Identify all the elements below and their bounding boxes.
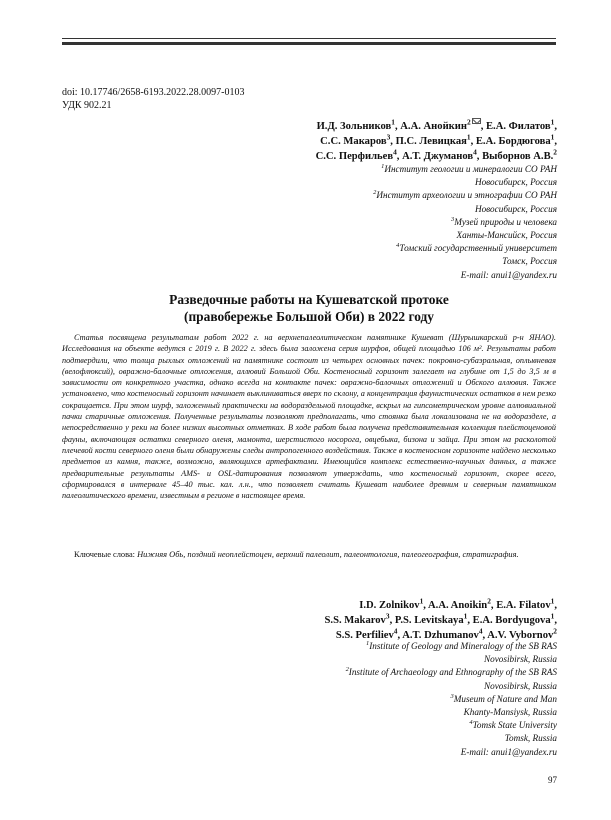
author-name: С.С. Макаров xyxy=(320,136,387,147)
affiliation-name: Институт геологии и минералогии СО РАН xyxy=(384,164,557,174)
author-affiliation-marker: 1 xyxy=(391,117,395,127)
affiliation-name: Tomsk State University xyxy=(472,720,557,731)
author-name: E.A. Bordyugova xyxy=(472,615,551,626)
doi-block xyxy=(62,86,245,112)
affiliation-city: Новосибирск, Россия xyxy=(474,177,557,188)
author-affiliation-marker: 4 xyxy=(473,147,477,157)
affiliation-name: Institute of Geology and Mineralogy of the SB RAS xyxy=(369,641,557,651)
affiliation-org xyxy=(373,242,557,255)
affiliation-org xyxy=(346,719,557,732)
en-authors-line-1: I.D. Zolnikov$^1$, A.A. Anoikin$^2$, E.A. Filatov$^1$, xyxy=(359,596,557,611)
keywords-text: Нижняя Обь, поздний неоплейстоцен, верхний палеолит, палеонтология, палеогеография, стратиграфия. xyxy=(137,550,519,559)
affiliation-marker: 1 xyxy=(365,639,370,647)
author-name: С.С. Перфильев xyxy=(315,151,394,162)
author-affiliation-marker: 3 xyxy=(385,611,390,621)
article-title xyxy=(62,291,556,325)
header-rule-thin xyxy=(62,38,556,39)
author-affiliation-marker: 1 xyxy=(550,611,555,621)
affiliation-name: Institute of Archaeology and Ethnography of the SB RAS xyxy=(348,667,557,678)
affiliation-city: Tomsk, Russia xyxy=(504,733,557,744)
affiliation-city: Khanty-Mansiysk, Russia xyxy=(463,707,557,718)
author-name: A.V. Vybornov xyxy=(487,630,554,641)
affiliation-marker: 2 xyxy=(373,189,377,197)
affiliation-marker: 2 xyxy=(345,666,349,674)
affiliation-org xyxy=(346,666,557,679)
author-name: Е.А. Филатов xyxy=(485,121,551,132)
affiliation-city: Ханты-Мансийск, Россия xyxy=(456,230,557,241)
author-name: Е.А. Бордюгова xyxy=(475,136,551,147)
author-name: S.S. Makarov xyxy=(324,615,386,626)
author-affiliation-marker: 1 xyxy=(463,611,468,621)
author-name: И.Д. Зольников xyxy=(316,121,392,132)
en-affiliations xyxy=(346,640,557,759)
author-affiliation-marker: 2 xyxy=(553,626,557,636)
affiliation-city: Novosibirsk, Russia xyxy=(484,654,557,665)
author-affiliation-marker: 3 xyxy=(386,132,391,142)
doi-line: doi: 10.17746/2658-6193.2022.28.0097-0103 xyxy=(62,87,245,98)
email-line: E-mail: anui1@yandex.ru xyxy=(460,269,557,280)
author-affiliation-marker: 1 xyxy=(419,596,424,606)
author-name: I.D. Zolnikov xyxy=(359,600,420,611)
author-affiliation-marker: 1 xyxy=(550,132,555,142)
author-name: А.Т. Джуманов xyxy=(402,151,474,162)
affiliation-city: Новосибирск, Россия xyxy=(474,203,557,214)
affiliation-marker: 4 xyxy=(469,719,473,727)
affiliation-marker: 4 xyxy=(396,242,400,250)
en-authors-line-3: S.S. Perfiliev$^4$, A.T. Dzhumanov$^4$, A.V. Vybornov$^2$ xyxy=(335,626,557,641)
author-affiliation-marker: 2 xyxy=(553,147,557,157)
keywords xyxy=(62,549,556,561)
affiliation-name: Museum of Nature and Man xyxy=(453,693,557,704)
en-authors xyxy=(325,598,557,643)
author-affiliation-marker: 1 xyxy=(550,596,555,606)
affiliation-org xyxy=(346,693,557,706)
en-authors-line-2: S.S. Makarov$^3$, P.S. Levitskaya$^1$, E.A. Bordyugova$^1$, xyxy=(324,611,557,626)
affiliation-marker: 3 xyxy=(451,215,455,223)
affiliation-org xyxy=(373,189,557,202)
author-affiliation-marker: 2 xyxy=(487,596,491,606)
author-name: П.С. Левицкая xyxy=(395,136,467,147)
author-name: S.S. Perfiliev xyxy=(335,630,394,641)
title-line-1: Разведочные работы на Кушеватской протоке xyxy=(169,292,449,307)
email-line: E-mail: anui1@yandex.ru xyxy=(460,746,557,757)
ru-authors-line-3: С.С. Перфильев$^4$, А.Т. Джуманов$^4$, Выборнов А.В.$^2$ xyxy=(315,147,557,162)
affiliation-marker: 3 xyxy=(450,692,454,700)
affiliation-city: Novosibirsk, Russia xyxy=(484,680,557,691)
author-affiliation-marker: 2 xyxy=(466,117,471,127)
abstract: Статья посвящена результатам работ 2022 г. на верхнепалеолитическом памятнике Кушеват (Шурышкарский р-н ЯНАО). Исследования на объекте ведутся с 2019 г. В 2022 г. здесь была заложена серия шурфов, общей площадью 106 м². Результаты работ подтвердили, что толща рыхлых отложений на памятнике состоит из четырех основных пачек: покровно-субаэральная, оплывневая (велофлюксий), овражно-балочные отложения, аллювий Большой Оби. Костеносный горизонт залегает на глубине от 1,5 до 3,5 м в зависимости от конкретного участка, однако всегда на контакте пачек: овражно-балочных отложений и Обского аллювия. Также установлено, что костеносный горизонт начинает выклиниваться вверх по склону, а концентрация фаунистических остатков в нем резко сокращается. При этом шурф, заложенный практически на водораздельной площадке, вскрыл на гипсометрическом уровне аллювиальной пачки старичные отложения. Полученные результаты позволяют предполагать, что стоянка была локализована не на водоразделе, а непосредственно у реки на более низких высотных отметках. В ходе работ была получена представительная коллекция плейстоценовой фауны, включающая остатки северного оленя, мамонта, шерстистого носорога, овцебыка, бизона и зайца. При этом на расколотой плечевой кости северного оленя были обнаружены следы антропогенного воздействия. Также в костеносном горизонте найдено несколько предметов из камня, также, возможно, являющихся артефактами. Имеющийся комплекс естественно-научных данных, а также предварительные результаты AMS- и OSL-датирования позволяют утверждать, что костеносный горизонт, скорее всего, сформировался в интервале 45–40 тыс. кал. л.н., что позволяет считать Кушеват наиболее древним и северным памятником палеолитического времени, известным в регионе в настоящее время. xyxy=(62,333,556,501)
title-line-2: (правобережье Большой Оби) в 2022 году xyxy=(184,309,434,324)
affiliation-marker: 1 xyxy=(381,162,385,170)
ru-authors-line-1: И.Д. Зольников$^1$, А.А. Анойкин$^2$ , Е.А. Филатов$^1$, xyxy=(316,117,557,132)
author-affiliation-marker: 4 xyxy=(393,147,397,157)
author-affiliation-marker: 4 xyxy=(478,626,483,636)
affiliation-org xyxy=(346,640,557,653)
envelope-icon xyxy=(472,118,481,124)
keywords-label: Ключевые слова: xyxy=(74,550,135,559)
header-rule-thick xyxy=(62,42,556,45)
affiliation-org xyxy=(373,216,557,229)
author-name: A.T. Dzhumanov xyxy=(402,630,479,641)
ru-authors-line-2: С.С. Макаров$^3$, П.С. Левицкая$^1$, Е.А. Бордюгова$^1$, xyxy=(320,132,557,147)
affiliation-org xyxy=(373,163,557,176)
author-affiliation-marker: 1 xyxy=(550,117,555,127)
author-name: E.A. Filatov xyxy=(496,600,551,611)
affiliation-name: Музей природы и человека xyxy=(454,216,557,227)
author-name: А.А. Анойкин xyxy=(400,121,467,132)
ru-affiliations xyxy=(373,163,557,282)
affiliation-name: Институт археологии и этнографии СО РАН xyxy=(376,190,557,201)
author-name: A.A. Anoikin xyxy=(428,600,488,611)
author-affiliation-marker: 1 xyxy=(466,132,471,142)
author-name: P.S. Levitskaya xyxy=(394,615,464,626)
author-affiliation-marker: 4 xyxy=(393,626,398,636)
ru-authors xyxy=(316,119,557,164)
affiliation-city: Томск, Россия xyxy=(502,256,557,267)
udk-line: УДК 902.21 xyxy=(62,100,112,111)
author-name: Выборнов А.В. xyxy=(482,151,554,162)
affiliation-name: Томский государственный университет xyxy=(399,243,557,254)
page-number: 97 xyxy=(548,775,557,785)
